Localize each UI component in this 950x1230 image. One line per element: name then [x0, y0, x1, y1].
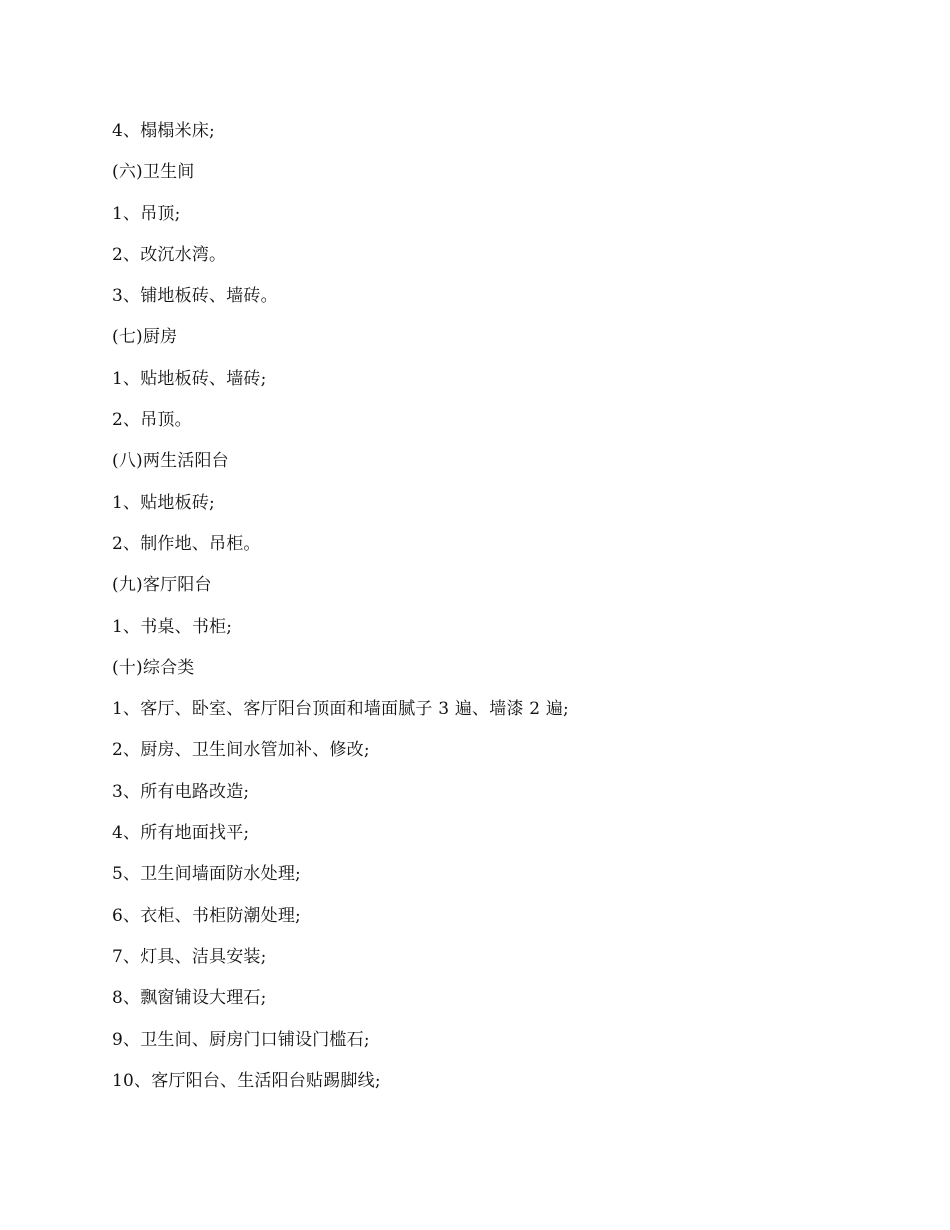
list-item: 3、所有电路改造;	[112, 781, 250, 802]
list-item: 8、飘窗铺设大理石;	[112, 988, 267, 1009]
list-item: 1、书桌、书柜;	[112, 616, 233, 637]
document-body	[112, 111, 852, 1102]
section-heading: (七)厨房	[112, 327, 178, 348]
list-item: 2、吊顶。	[112, 410, 192, 431]
list-item: 1、贴地板砖、墙砖;	[112, 368, 267, 389]
list-item: 4、榻榻米床;	[112, 121, 215, 141]
list-item: 1、贴地板砖;	[112, 492, 215, 513]
list-item: 5、卫生间墙面防水处理;	[112, 864, 301, 885]
list-item: 2、制作地、吊柜。	[112, 533, 261, 554]
section-heading: (八)两生活阳台	[112, 451, 229, 472]
list-item: 7、灯具、洁具安装;	[112, 946, 267, 967]
list-item: 4、所有地面找平;	[112, 823, 250, 844]
list-item: 1、吊顶;	[112, 203, 181, 224]
section-heading: (九)客厅阳台	[112, 575, 212, 596]
list-item: 6、衣柜、书柜防潮处理;	[112, 905, 301, 926]
section-heading: (十)综合类	[112, 657, 195, 678]
list-item: 1、客厅、卧室、客厅阳台顶面和墙面腻子 3 遍、墙漆 2 遍;	[112, 699, 569, 720]
list-item: 10、客厅阳台、生活阳台贴踢脚线;	[112, 1070, 381, 1091]
list-item: 2、改沉水湾。	[112, 244, 227, 265]
section-heading: (六)卫生间	[112, 162, 195, 183]
list-item: 9、卫生间、厨房门口铺设门槛石;	[112, 1029, 370, 1050]
list-item: 2、厨房、卫生间水管加补、修改;	[112, 740, 370, 761]
list-item: 3、铺地板砖、墙砖。	[112, 286, 278, 307]
